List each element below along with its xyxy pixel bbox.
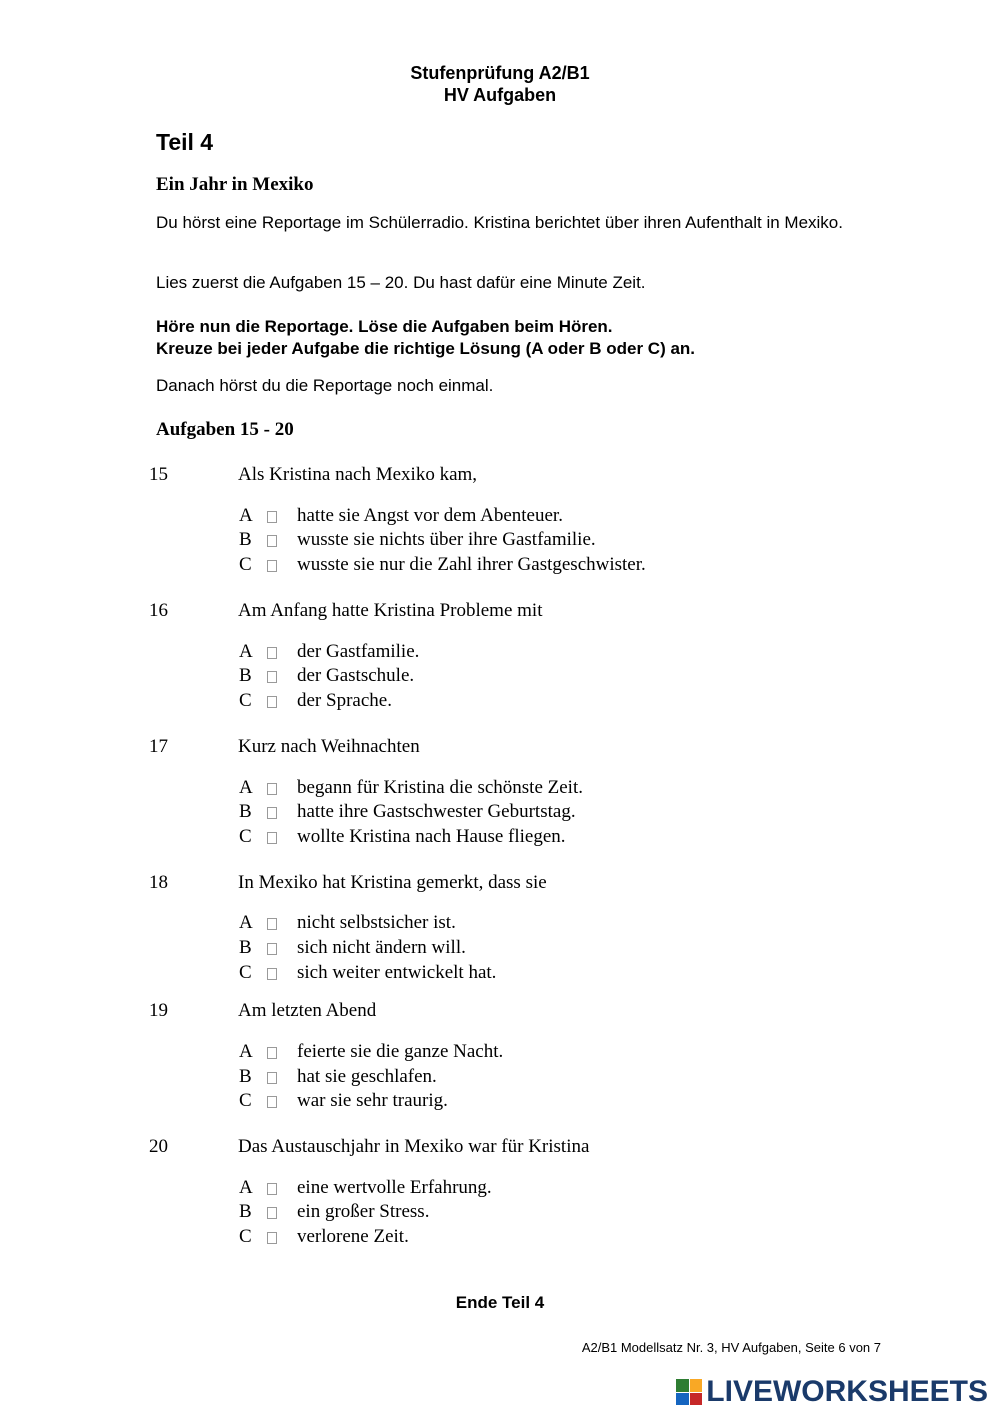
task-instruction-2: Kreuze bei jeder Aufgabe die richtige Lösung (A oder B oder C) an. xyxy=(156,339,696,358)
option-17-a[interactable] xyxy=(239,776,583,800)
topic-title: Ein Jahr in Mexiko xyxy=(156,174,314,195)
option-letter: C xyxy=(239,690,252,711)
option-letter: C xyxy=(239,826,252,847)
repeat-note: Danach hörst du die Reportage noch einmal. xyxy=(156,376,494,395)
checkbox-icon[interactable] xyxy=(267,1183,277,1195)
option-15-c[interactable] xyxy=(239,553,646,577)
option-text: hatte ihre Gastschwester Geburtstag. xyxy=(297,801,576,822)
task-instruction-1: Höre nun die Reportage. Löse die Aufgaben beim Hören. xyxy=(156,317,613,336)
option-20-c[interactable] xyxy=(239,1225,409,1249)
option-letter: A xyxy=(239,1041,253,1062)
option-text: verlorene Zeit. xyxy=(297,1226,409,1247)
option-text: wusste sie nur die Zahl ihrer Gastgeschwister. xyxy=(297,554,646,575)
logo-square-3 xyxy=(676,1393,689,1406)
checkbox-icon[interactable] xyxy=(267,1072,277,1084)
option-17-c[interactable] xyxy=(239,825,566,849)
option-18-b[interactable] xyxy=(239,936,466,960)
option-letter: B xyxy=(239,801,252,822)
checkbox-icon[interactable] xyxy=(267,807,277,819)
checkbox-icon[interactable] xyxy=(267,1047,277,1059)
checkbox-icon[interactable] xyxy=(267,918,277,930)
checkbox-icon[interactable] xyxy=(267,832,277,844)
option-15-b[interactable] xyxy=(239,528,596,552)
option-letter: A xyxy=(239,641,253,662)
option-text: war sie sehr traurig. xyxy=(297,1090,448,1111)
option-letter: C xyxy=(239,962,252,983)
checkbox-icon[interactable] xyxy=(267,647,277,659)
logo-icon xyxy=(676,1379,702,1405)
option-letter: B xyxy=(239,1201,252,1222)
option-text: wollte Kristina nach Hause fliegen. xyxy=(297,826,566,847)
option-20-b[interactable] xyxy=(239,1200,429,1224)
checkbox-icon[interactable] xyxy=(267,968,277,980)
question-number: 20 xyxy=(149,1136,168,1157)
question-stem: Am letzten Abend xyxy=(238,1000,377,1021)
option-16-c[interactable] xyxy=(239,689,392,713)
option-letter: A xyxy=(239,1177,253,1198)
checkbox-icon[interactable] xyxy=(267,783,277,795)
question-stem: In Mexiko hat Kristina gemerkt, dass sie xyxy=(238,872,547,893)
checkbox-icon[interactable] xyxy=(267,943,277,955)
question-number: 18 xyxy=(149,872,168,893)
document-title: Stufenprüfung A2/B1 xyxy=(410,63,590,83)
checkbox-icon[interactable] xyxy=(267,560,277,572)
option-20-a[interactable] xyxy=(239,1176,492,1200)
option-letter: A xyxy=(239,777,253,798)
checkbox-icon[interactable] xyxy=(267,511,277,523)
option-letter: B xyxy=(239,1066,252,1087)
reading-instruction: Lies zuerst die Aufgaben 15 – 20. Du hast dafür eine Minute Zeit. xyxy=(156,273,646,292)
tasks-heading: Aufgaben 15 - 20 xyxy=(156,419,294,440)
option-text: feierte sie die ganze Nacht. xyxy=(297,1041,504,1062)
liveworksheets-logo xyxy=(676,1372,988,1412)
option-15-a[interactable] xyxy=(239,504,563,528)
document-subtitle: HV Aufgaben xyxy=(443,85,557,105)
option-16-b[interactable] xyxy=(239,664,414,688)
option-text: hatte sie Angst vor dem Abenteuer. xyxy=(297,505,563,526)
option-text: der Sprache. xyxy=(297,690,392,711)
logo-square-1 xyxy=(676,1379,689,1392)
question-stem: Als Kristina nach Mexiko kam, xyxy=(238,464,478,485)
option-17-b[interactable] xyxy=(239,800,576,824)
option-19-a[interactable] xyxy=(239,1040,503,1064)
question-stem: Das Austauschjahr in Mexiko war für Kristina xyxy=(238,1136,590,1157)
option-letter: B xyxy=(239,937,252,958)
option-text: nicht selbstsicher ist. xyxy=(297,912,456,933)
checkbox-icon[interactable] xyxy=(267,1232,277,1244)
logo-square-4 xyxy=(690,1393,703,1406)
option-18-a[interactable] xyxy=(239,911,456,935)
checkbox-icon[interactable] xyxy=(267,696,277,708)
option-text: eine wertvolle Erfahrung. xyxy=(297,1177,492,1198)
logo-text: LIVEWORKSHEETS xyxy=(706,1375,988,1408)
section-title: Teil 4 xyxy=(156,129,214,155)
question-stem: Kurz nach Weihnachten xyxy=(238,736,420,757)
option-letter: A xyxy=(239,505,253,526)
option-text: hat sie geschlafen. xyxy=(297,1066,437,1087)
question-stem: Am Anfang hatte Kristina Probleme mit xyxy=(238,600,543,621)
page-footer: A2/B1 Modellsatz Nr. 3, HV Aufgaben, Seite 6 von 7 xyxy=(581,1340,881,1355)
question-number: 15 xyxy=(149,464,168,485)
option-letter: B xyxy=(239,665,252,686)
option-letter: C xyxy=(239,1090,252,1111)
checkbox-icon[interactable] xyxy=(267,1096,277,1108)
logo-square-2 xyxy=(690,1379,703,1392)
option-18-c[interactable] xyxy=(239,961,496,985)
option-text: sich nicht ändern will. xyxy=(297,937,466,958)
option-letter: C xyxy=(239,1226,252,1247)
option-text: der Gastfamilie. xyxy=(297,641,420,662)
option-letter: C xyxy=(239,554,252,575)
option-19-c[interactable] xyxy=(239,1089,448,1113)
option-text: der Gastschule. xyxy=(297,665,415,686)
option-text: begann für Kristina die schönste Zeit. xyxy=(297,777,583,798)
option-letter: A xyxy=(239,912,253,933)
option-19-b[interactable] xyxy=(239,1065,437,1089)
checkbox-icon[interactable] xyxy=(267,1207,277,1219)
intro-paragraph: Du hörst eine Reportage im Schülerradio. Kristina berichtet über ihren Aufenthalt in Mexiko. xyxy=(156,213,843,232)
option-16-a[interactable] xyxy=(239,640,419,664)
option-letter: B xyxy=(239,529,252,550)
question-number: 19 xyxy=(149,1000,168,1021)
option-text: wusste sie nichts über ihre Gastfamilie. xyxy=(297,529,596,550)
section-end: Ende Teil 4 xyxy=(455,1293,545,1312)
checkbox-icon[interactable] xyxy=(267,535,277,547)
question-number: 17 xyxy=(149,736,168,757)
option-text: sich weiter entwickelt hat. xyxy=(297,962,497,983)
question-number: 16 xyxy=(149,600,168,621)
option-text: ein großer Stress. xyxy=(297,1201,430,1222)
checkbox-icon[interactable] xyxy=(267,671,277,683)
